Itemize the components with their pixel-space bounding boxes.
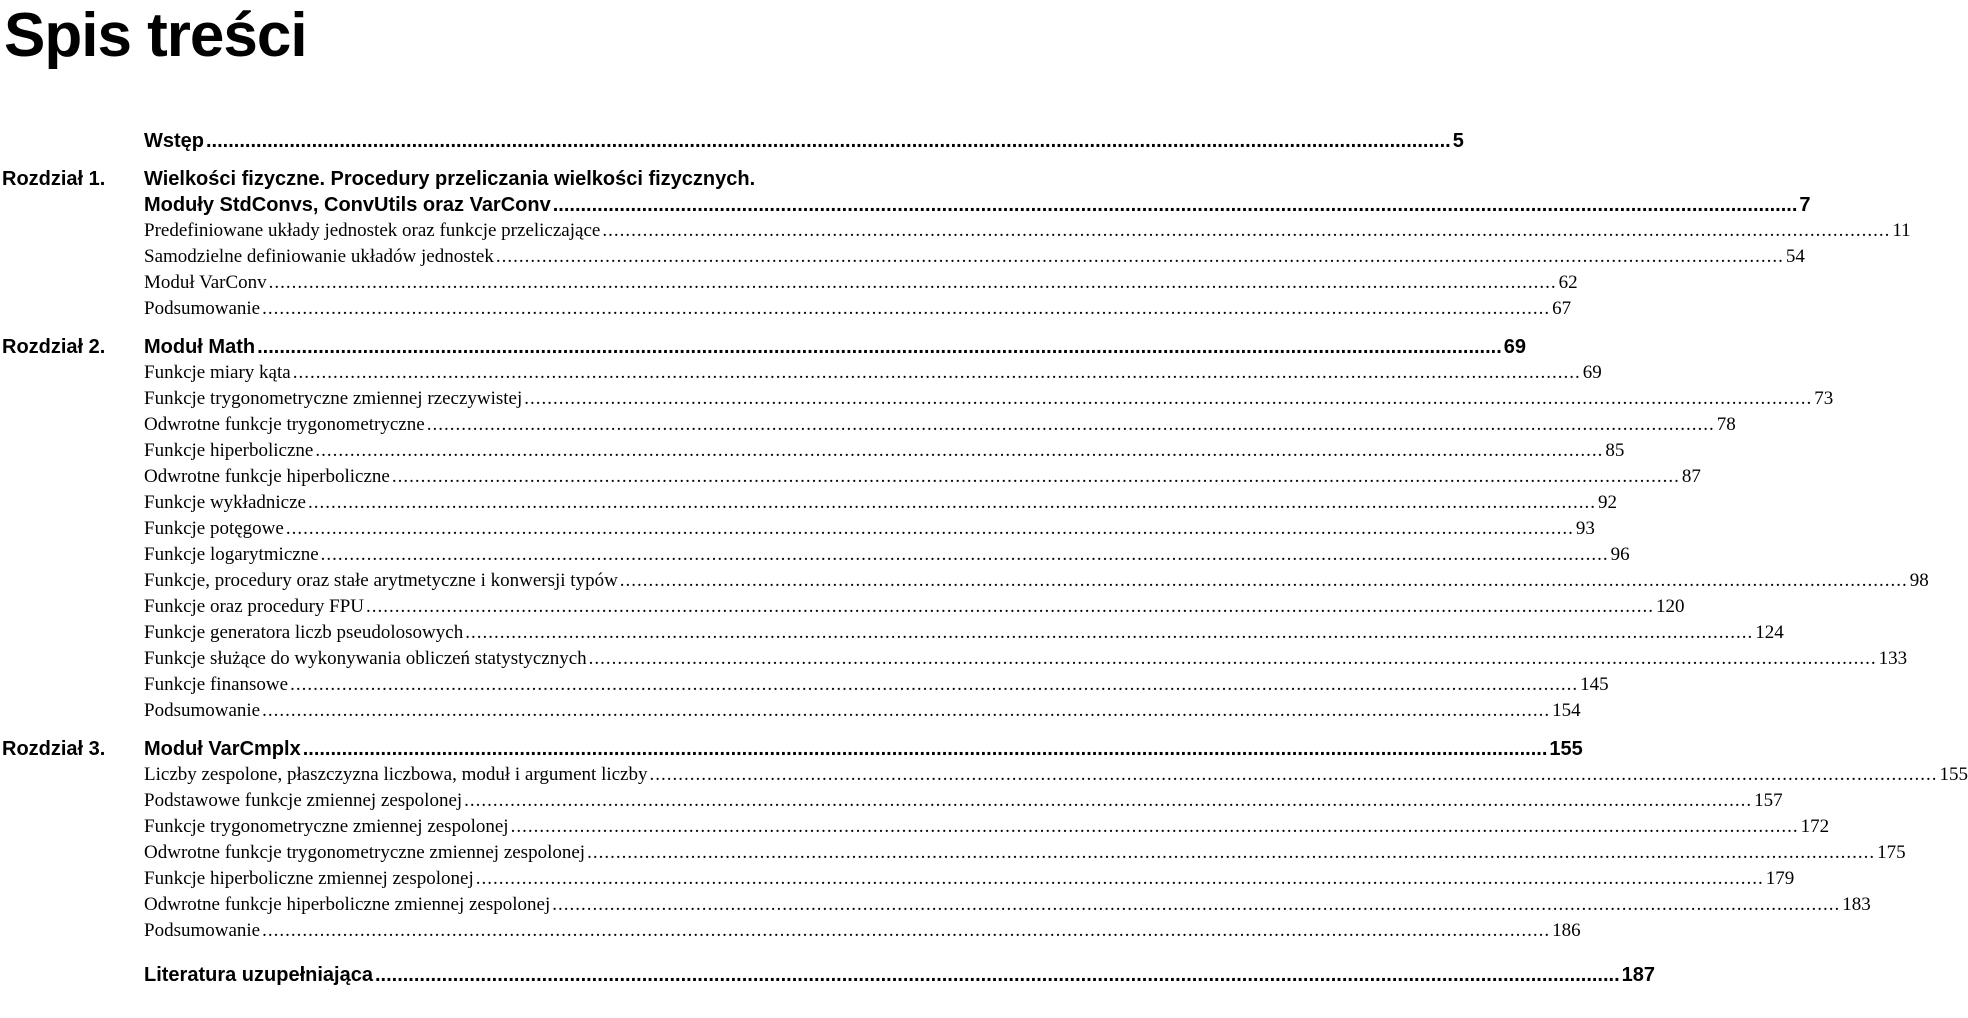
toc-link-chapter-2[interactable] [144,334,1527,360]
toc-link-section[interactable] [144,412,1736,438]
toc-link-section[interactable] [144,762,1968,788]
entry-page: 175 [1877,842,1906,863]
toc-section [0,646,1908,672]
toc-section [0,762,1968,788]
entry-title: Funkcje logarytmiczne [144,544,319,565]
entry-title: Funkcje hiperboliczne [144,440,314,461]
dot-leader: ................................................................................................................................................................................................................................ [602,220,1891,241]
toc-chapter-1-line2 [0,192,1811,218]
entry-page: 11 [1892,220,1911,241]
entry-title: Literatura uzupełniająca [144,964,373,986]
dot-leader: ................................................................................................................................................................................................................................ [285,518,1574,539]
toc-chapter-3 [0,736,1583,762]
toc-link-section[interactable] [144,672,1609,698]
entry-title: Samodzielne definiowanie układów jednostek [144,246,494,267]
entry-page: 67 [1552,298,1572,319]
chapter-label: Rozdział 3. [2,738,106,760]
entry-page: 69 [1582,362,1602,383]
toc-link-chapter-3[interactable] [144,736,1583,762]
entry-page: 73 [1814,388,1834,409]
dot-leader: ................................................................................................................................................................................................................................ [366,596,1655,617]
dot-leader: ................................................................................................................................................................................................................................ [262,700,1551,721]
toc-section [0,464,1701,490]
dot-leader: ................................................................................................................................................................................................................................ [268,272,1557,293]
entry-title: Funkcje trygonometryczne zmiennej zespolonej [144,816,509,837]
toc-section [0,788,1783,814]
entry-page: 5 [1452,130,1464,152]
toc-link-front[interactable] [144,128,1464,154]
entry-page: 179 [1765,868,1795,889]
dot-leader: ................................................................................................................................................................................................................................ [262,298,1551,319]
entry-title: Funkcje hiperboliczne zmiennej zespolonej [144,868,474,889]
toc-section [0,594,1685,620]
entry-page: 154 [1552,700,1581,721]
toc-section [0,840,1906,866]
dot-leader: ................................................................................................................................................................................................................................ [495,246,1784,267]
dot-leader: ................................................................................................................................................................................................................................ [510,816,1799,837]
dot-leader: ................................................................................................................................................................................................................................ [465,622,1754,643]
dot-leader: ................................................................................................................................................................................................................................ [257,336,1502,358]
entry-title: Podsumowanie [144,298,261,319]
entry-page: 98 [1909,570,1929,591]
toc-link-section[interactable] [144,386,1834,412]
entry-title: Funkcje miary kąta [144,362,291,383]
entry-page: 124 [1755,622,1784,643]
toc-link-section[interactable] [144,594,1685,620]
toc-section [0,218,1911,244]
entry-page: 120 [1656,596,1685,617]
entry-title: Wstęp [144,130,204,152]
toc-chapter-2 [0,334,1527,360]
toc-link-chapter-1[interactable] [144,166,958,192]
toc-link-section[interactable] [144,918,1581,944]
toc-link-section[interactable] [144,296,1572,322]
entry-title: Funkcje trygonometryczne zmiennej rzeczywistej [144,388,523,409]
toc-link-section[interactable] [144,270,1578,296]
entry-title: Funkcje potęgowe [144,518,284,539]
chapter-label: Rozdział 2. [2,336,106,358]
entry-title: Funkcje, procedury oraz stałe arytmetyczne i konwersji typów [144,570,618,591]
entry-page: 133 [1878,648,1908,669]
entry-page: 93 [1575,518,1595,539]
toc-link-section[interactable] [144,788,1783,814]
entry-title: Moduł VarConv [144,272,267,293]
toc-link-section[interactable] [144,866,1795,892]
toc-section [0,672,1609,698]
dot-leader: ................................................................................................................................................................................................................................ [426,414,1715,435]
entry-page: 155 [1939,764,1968,785]
toc-section [0,244,1805,270]
dot-leader: ................................................................................................................................................................................................................................ [552,894,1841,915]
toc-link-section[interactable] [144,542,1630,568]
entry-page: 186 [1552,920,1581,941]
entry-page: 7 [1799,194,1811,216]
toc-section [0,620,1784,646]
toc-link-section[interactable] [144,218,1911,244]
entry-page: 145 [1580,674,1609,695]
toc-section [0,360,1602,386]
toc-link-section[interactable] [144,464,1701,490]
toc-link-section[interactable] [144,814,1830,840]
dot-leader: ................................................................................................................................................................................................................................ [464,790,1753,811]
entry-page: 172 [1800,816,1830,837]
toc-section [0,516,1595,542]
toc-link-section[interactable] [144,490,1617,516]
entry-page: 54 [1785,246,1805,267]
dot-leader: ................................................................................................................................................................................................................................ [292,362,1581,383]
dot-leader: ................................................................................................................................................................................................................................ [262,920,1551,941]
toc-entry-back [0,962,1656,988]
toc-section [0,542,1630,568]
entry-title: Funkcje oraz procedury FPU [144,596,365,617]
toc-link-section[interactable] [144,244,1805,270]
entry-title: Liczby zespolone, płaszczyzna liczbowa, moduł i argument liczby [144,764,648,785]
entry-title: Moduły StdConvs, ConvUtils oraz VarConv [144,194,551,216]
toc-section [0,386,1834,412]
dot-leader: ................................................................................................................................................................................................................................ [524,388,1813,409]
dot-leader: ................................................................................................................................................................................................................................ [587,842,1876,863]
table-of-contents [0,128,1968,988]
page-title: Spis treści [4,1,307,70]
toc-section [0,438,1625,464]
dot-leader: ................................................................................................................................................................................................................................ [391,466,1680,487]
entry-title: Podsumowanie [144,920,261,941]
entry-title: Podstawowe funkcje zmiennej zespolonej [144,790,463,811]
entry-page: 96 [1610,544,1630,565]
toc-link-section[interactable] [144,438,1625,464]
toc-link-chapter-1-cont[interactable] [144,192,1811,218]
entry-title: Funkcje służące do wykonywania obliczeń statystycznych [144,648,587,669]
entry-page: 157 [1754,790,1783,811]
entry-title: Funkcje wykładnicze [144,492,306,513]
toc-link-section[interactable] [144,698,1581,724]
entry-page: 92 [1597,492,1617,513]
entry-title: Funkcje finansowe [144,674,289,695]
entry-page: 187 [1621,964,1656,986]
toc-entry-front [0,128,1464,154]
toc-link-section[interactable] [144,516,1595,542]
dot-leader: ................................................................................................................................................................................................................................ [588,648,1877,669]
toc-section [0,412,1736,438]
toc-section [0,270,1578,296]
chapter-label: Rozdział 1. [2,168,106,190]
toc-link-section[interactable] [144,840,1906,866]
entry-title: Predefiniowane układy jednostek oraz funkcje przeliczające [144,220,601,241]
dot-leader: ................................................................................................................................................................................................................................ [302,738,1548,760]
entry-page: 155 [1549,738,1583,760]
entry-page: 62 [1558,272,1578,293]
toc-section [0,918,1581,944]
toc-section [0,568,1929,594]
entry-page: 87 [1681,466,1701,487]
toc-section [0,490,1617,516]
toc-section [0,814,1830,840]
entry-page: 85 [1605,440,1625,461]
toc-link-back[interactable] [144,962,1656,988]
dot-leader: ................................................................................................................................................................................................................................ [206,130,1451,152]
dot-leader: ................................................................................................................................................................................................................................ [315,440,1604,461]
dot-leader: ................................................................................................................................................................................................................................ [619,570,1908,591]
dot-leader: ................................................................................................................................................................................................................................ [307,492,1596,513]
dot-leader: ................................................................................................................................................................................................................................ [290,674,1579,695]
dot-leader: ................................................................................................................................................................................................................................ [552,194,1798,216]
entry-title: Odwrotne funkcje trygonometryczne [144,414,425,435]
toc-section [0,296,1572,322]
entry-title: Podsumowanie [144,700,261,721]
toc-link-section[interactable] [144,360,1602,386]
entry-page: 78 [1716,414,1736,435]
entry-title: Odwrotne funkcje hiperboliczne zmiennej zespolonej [144,894,551,915]
dot-leader: ................................................................................................................................................................................................................................ [649,764,1938,785]
toc-link-section[interactable] [144,892,1871,918]
entry-title: Funkcje generatora liczb pseudolosowych [144,622,464,643]
toc-link-section[interactable] [144,568,1929,594]
entry-title: Wielkości fizyczne. Procedury przeliczania wielkości fizycznych. [144,168,756,190]
dot-leader: ................................................................................................................................................................................................................................ [374,964,1620,986]
entry-title: Moduł VarCmplx [144,738,301,760]
dot-leader: ................................................................................................................................................................................................................................ [475,868,1764,889]
entry-title: Moduł Math [144,336,256,358]
entry-page: 69 [1503,336,1527,358]
toc-section [0,892,1871,918]
toc-chapter-1-line1 [0,166,960,192]
toc-link-section[interactable] [144,620,1784,646]
toc-section [0,698,1581,724]
entry-title: Odwrotne funkcje trygonometryczne zmiennej zespolonej [144,842,586,863]
dot-leader: ................................................................................................................................................................................................................................ [320,544,1609,565]
toc-section [0,866,1795,892]
entry-title: Odwrotne funkcje hiperboliczne [144,466,390,487]
entry-page: 183 [1842,894,1871,915]
toc-link-section[interactable] [144,646,1908,672]
